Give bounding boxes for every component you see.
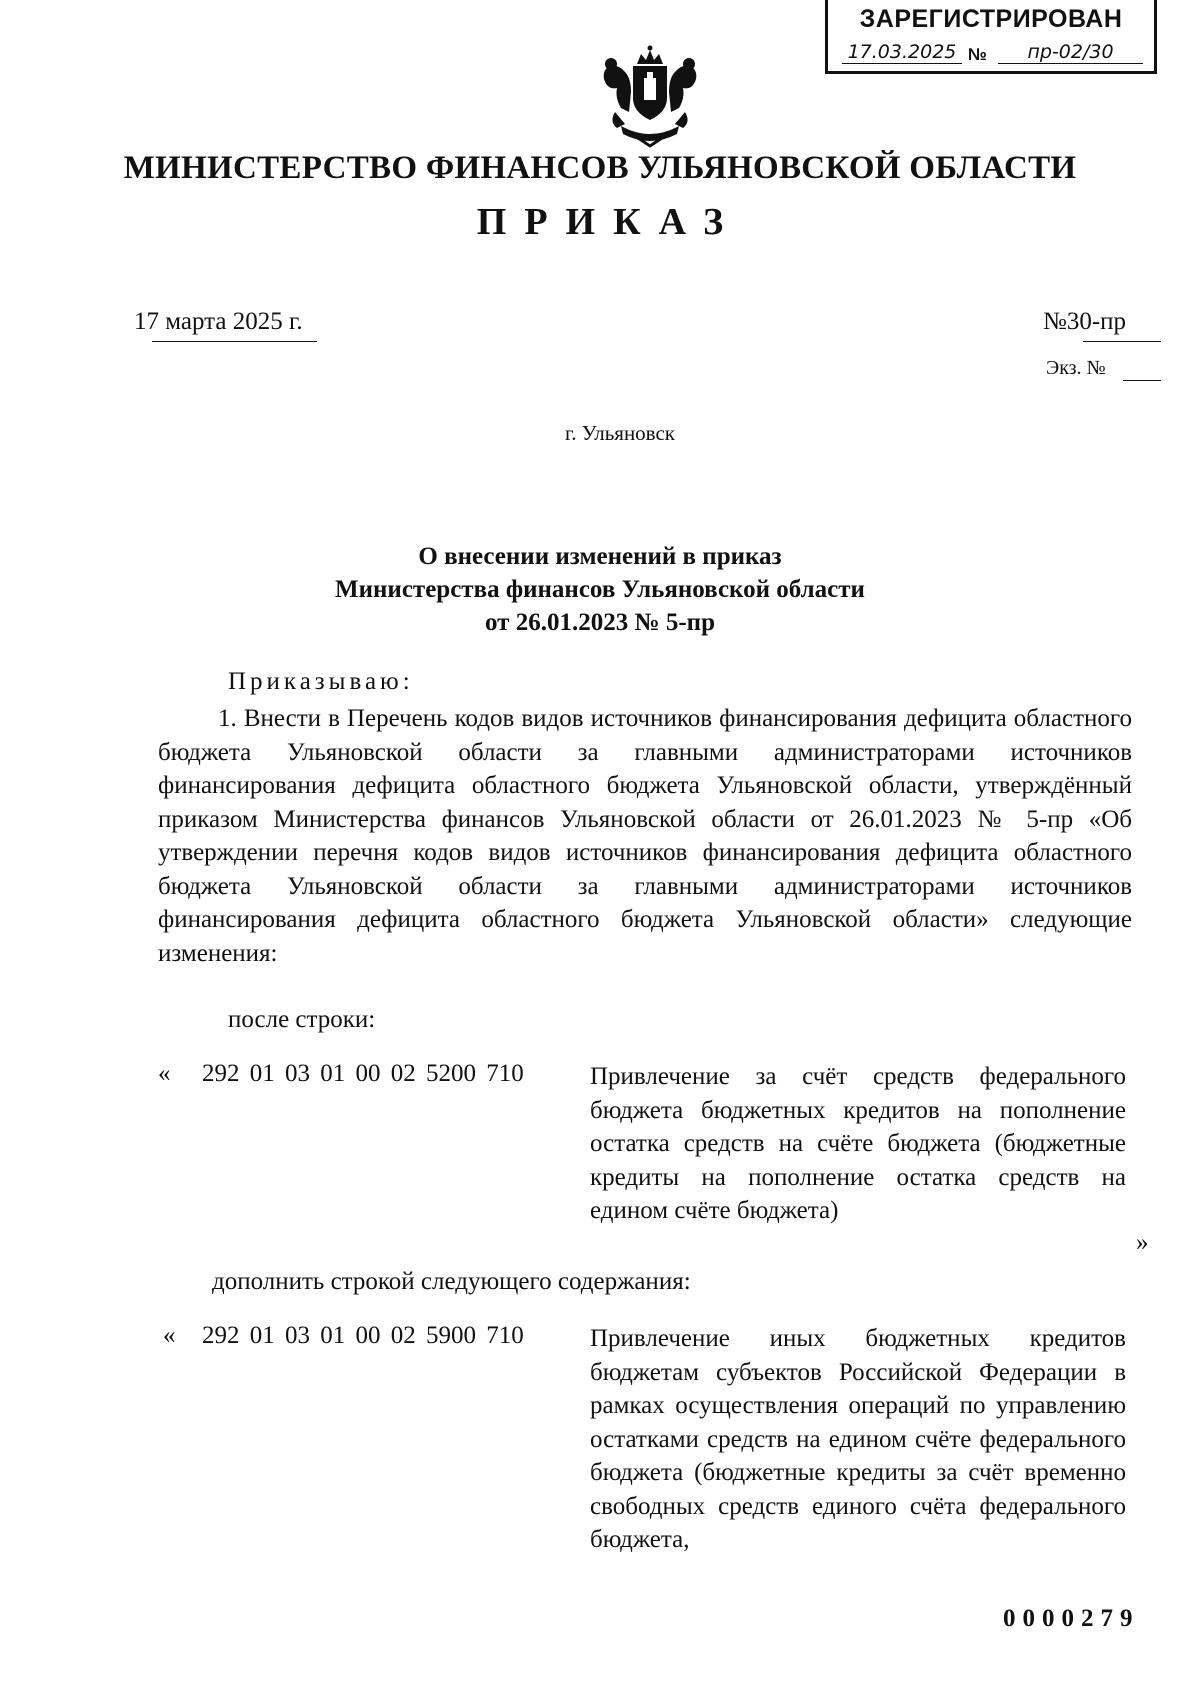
title-line-1: О внесении изменений в приказ bbox=[418, 543, 782, 570]
supplement-label: дополнить строкой следующего содержания: bbox=[212, 1268, 691, 1295]
row1-description-text: Привлечение за счёт средств федерального бюджета бюджетных кредитов на пополнение остатка средств на счёте бюджета (бюджетные кредиты на пополнение остатка средств на едином счёте бюджета) bbox=[590, 1063, 1126, 1224]
after-row-label: после строки: bbox=[228, 1006, 376, 1033]
order-date: 17 марта 2025 г. bbox=[134, 308, 303, 335]
number-underline bbox=[1083, 341, 1161, 342]
coat-of-arms-icon bbox=[595, 42, 705, 152]
stamp-number-label: № bbox=[968, 45, 987, 64]
stamp-title: ЗАРЕГИСТРИРОВАН bbox=[859, 5, 1123, 33]
row1-code: 292 01 03 01 00 02 5200 710 bbox=[202, 1060, 524, 1087]
row1-quote-open: « bbox=[158, 1060, 171, 1087]
order-number: №30-пр bbox=[1043, 308, 1127, 335]
ministry-name: МИНИСТЕРСТВО ФИНАНСОВ УЛЬЯНОВСКОЙ ОБЛАСТИ bbox=[123, 150, 1077, 186]
paragraph-1: 1. Внести в Перечень кодов видов источников финансирования дефицита областного бюджета Ульяновской области за главными администраторами источников финансирования дефицита областного бюджета Ульяновской области, утверждённый приказом Министерства финансов Ульяновской области от 26.01.2023 № 5-пр «Об утверждении перечня кодов видов источников финансирования дефицита областного бюджета Ульяновской области за главными администраторами источников финансирования дефицита областного бюджета Ульяновской области» следующие изменения: bbox=[158, 705, 1132, 967]
row2-description: Привлечение иных бюджетных кредитов бюджетам субъектов Российской Федерации в рамках осуществления операций по управлению остатками средств на едином счёте федерального бюджета (бюджетные кредиты за счёт временно свободных средств единого счёта федерального бюджета, bbox=[590, 1325, 1126, 1553]
copy-number-label: Экз. № bbox=[1046, 357, 1106, 379]
row2-code: 292 01 03 01 00 02 5900 710 bbox=[202, 1322, 524, 1349]
row1-quote-close: » bbox=[1136, 1229, 1149, 1256]
copy-number-underline bbox=[1123, 380, 1161, 381]
title-line-3: от 26.01.2023 № 5-пр bbox=[485, 609, 715, 636]
row2-quote-open: « bbox=[163, 1322, 176, 1349]
stamp-number: пр-02/30 bbox=[998, 41, 1143, 64]
stamp-date: 17.03.2025 bbox=[842, 41, 962, 64]
row1-description bbox=[590, 1060, 1126, 1228]
orders-heading: Приказываю: bbox=[228, 668, 414, 695]
registration-stamp bbox=[825, 0, 1157, 74]
document-title bbox=[0, 540, 1200, 639]
city: г. Ульяновск bbox=[564, 421, 675, 445]
date-underline bbox=[152, 341, 317, 342]
title-line-2: Министерства финансов Ульяновской области bbox=[335, 576, 865, 603]
document-type: ПРИКАЗ bbox=[476, 201, 742, 243]
page-serial-number: 0000279 bbox=[1003, 1605, 1140, 1632]
